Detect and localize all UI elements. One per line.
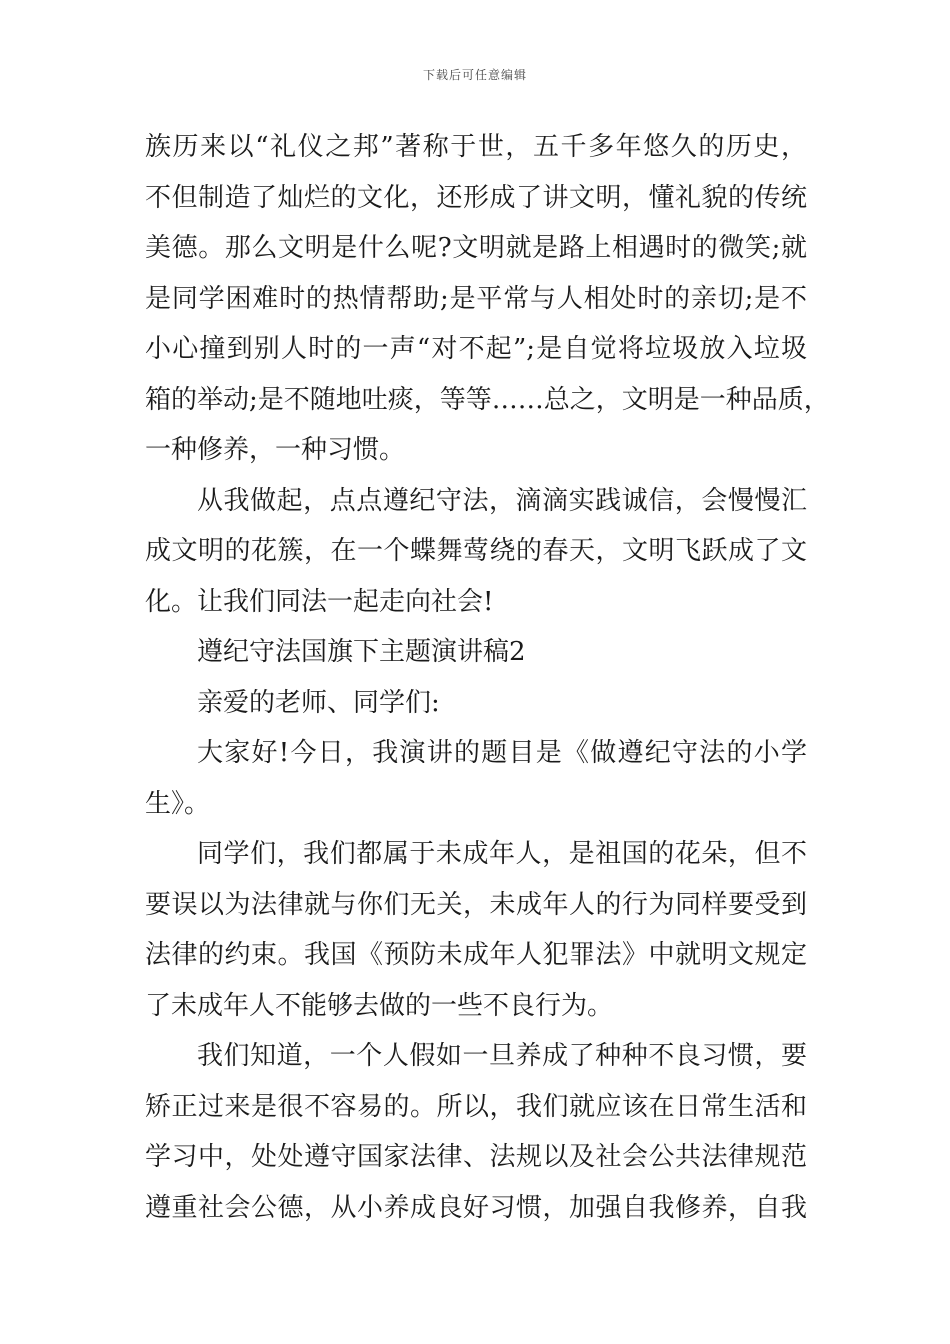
- text-line: 生》。: [145, 788, 211, 819]
- text-line: 不但制造了灿烂的文化，还形成了讲文明，懂礼貌的传统: [145, 182, 807, 213]
- text-line: 一种修养，一种习惯。: [145, 435, 406, 465]
- text-line: 化。让我们同法一起走向社会!: [145, 586, 494, 617]
- text-line: 遵重社会公德，从小养成良好习惯，加强自我修养，自我: [145, 1192, 807, 1223]
- text-line: 学习中，处处遵守国家法律、法规以及社会公共法律规范: [145, 1142, 807, 1172]
- text-line: 同学们，我们都属于未成年人，是祖国的花朵，但不: [197, 839, 807, 869]
- text-line: 箱的举动;是不随地吐痰，等等……总之，文明是一种品质，: [145, 384, 830, 415]
- paragraph: [145, 481, 807, 633]
- text-line: 美德。那么文明是什么呢?文明就是路上相遇时的微笑;就: [145, 233, 807, 263]
- text-line: 从我做起，点点遵纪守法，滴滴实践诚信，会慢慢汇: [197, 485, 807, 516]
- text-line: 要误以为法律就与你们无关，未成年人的行为同样要受到: [145, 889, 807, 920]
- page-header-note: 下载后可任意编辑: [422, 68, 527, 82]
- text-line: 了未成年人不能够去做的一些不良行为。: [145, 990, 614, 1021]
- text-line: 亲爱的老师、同学们:: [197, 687, 440, 718]
- paragraph: [145, 1036, 807, 1238]
- text-line: 小心撞到别人时的一声“对不起”;是自觉将垃圾放入垃圾: [145, 334, 807, 364]
- text-line: 成文明的花簇，在一个蝶舞莺绕的春天，文明飞跃成了文: [145, 536, 807, 566]
- text-line: 遵纪守法国旗下主题演讲稿2: [197, 637, 526, 667]
- text-line: 大家好!今日，我演讲的题目是《做遵纪守法的小学: [197, 738, 807, 768]
- document-body: [145, 127, 830, 1238]
- paragraph: [145, 834, 807, 1036]
- text-line: 族历来以“礼仪之邦”著称于世，五千多年悠久的历史，: [145, 132, 807, 162]
- speech-title: [145, 632, 807, 683]
- salutation: [145, 683, 807, 734]
- text-line: 我们知道，一个人假如一旦养成了种种不良习惯，要: [197, 1041, 807, 1071]
- paragraph: [145, 733, 807, 834]
- text-line: 是同学困难时的热情帮助;是平常与人相处时的亲切;是不: [145, 283, 807, 314]
- text-line: 矫正过来是很不容易的。所以，我们就应该在日常生活和: [145, 1091, 807, 1122]
- paragraph: [145, 127, 830, 481]
- text-line: 法律的约束。我国《预防未成年人犯罪法》中就明文规定: [145, 940, 807, 970]
